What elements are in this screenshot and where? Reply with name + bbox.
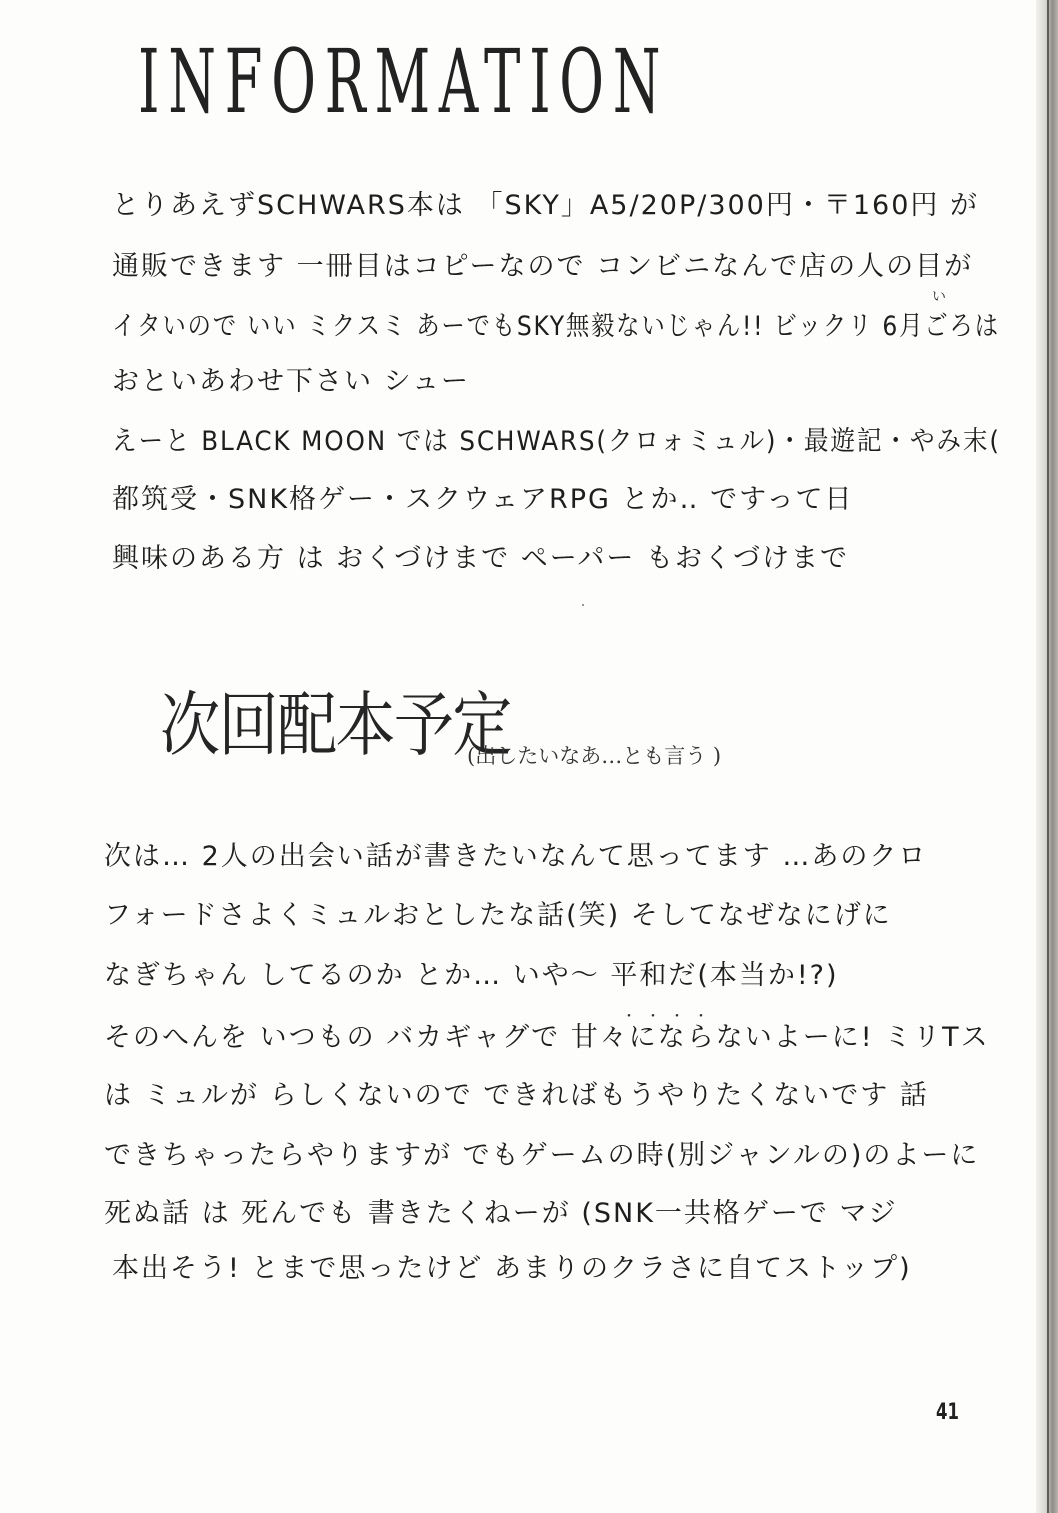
scan-speck xyxy=(582,604,584,606)
info-line-2: 通販できます 一冊目はコピーなので コンビニなんで店の人の目が xyxy=(112,251,974,282)
next-issue-subtitle: (出したいなあ…とも言う ) xyxy=(467,744,722,768)
next-line-2: フォードさよくミュルおとしたな話(笑) そしてなぜなにげに xyxy=(104,900,892,931)
paper-edge-line xyxy=(1047,0,1049,1513)
info-line-7: 興味のある方 は おくづけまで ペーパー もおくづけまで xyxy=(112,543,849,574)
info-line-5: えーと BLACK MOON では SCHWARS(クロォミュル)・最遊記・やみ末( xyxy=(112,426,1001,457)
annotation-note: い xyxy=(932,289,946,305)
next-line-6: できちゃったらやりますが でもゲームの時(別ジャンルの)のよーに xyxy=(104,1140,980,1171)
info-line-1: とりあえずSCHWARS本は 「SKY」A5/20P/300円・〒160円 が xyxy=(112,190,979,221)
information-heading: INFORMATION xyxy=(138,30,670,133)
info-line-3: イタいので いい ミクスミ あーでもSKY無毅ないじゃん!! ビックリ 6月ごろは xyxy=(112,311,1000,342)
emphasis-dots: ・・・・ xyxy=(622,1009,718,1025)
next-line-7: 死ぬ話 は 死んでも 書きたくねーが (SNK一共格ゲーで マジ xyxy=(104,1198,898,1229)
page-number: 41 xyxy=(936,1400,959,1425)
info-line-6: 都筑受・SNK格ゲー・スクウェアRPG とか‥ ですって日 xyxy=(112,484,854,515)
next-line-8: 本出そう! とまで思ったけど あまりのクラさに自てストップ) xyxy=(112,1253,912,1284)
next-line-4: そのへんを いつもの バカギャグで 甘々にならないよーに! ミリTス xyxy=(104,1022,990,1053)
info-line-4: おといあわせ下さい シュー xyxy=(112,366,471,397)
next-line-5: は ミュルが らしくないので できればもうやりたくないです 話 xyxy=(104,1080,929,1111)
next-line-3: なぎちゃん してるのか とか… いや〜 平和だ(本当か!?) xyxy=(104,960,839,991)
next-issue-heading: 次回配本予定 xyxy=(160,684,511,766)
next-line-1: 次は… 2人の出会い話が書きたいなんて思ってます …あのクロ xyxy=(104,841,928,872)
